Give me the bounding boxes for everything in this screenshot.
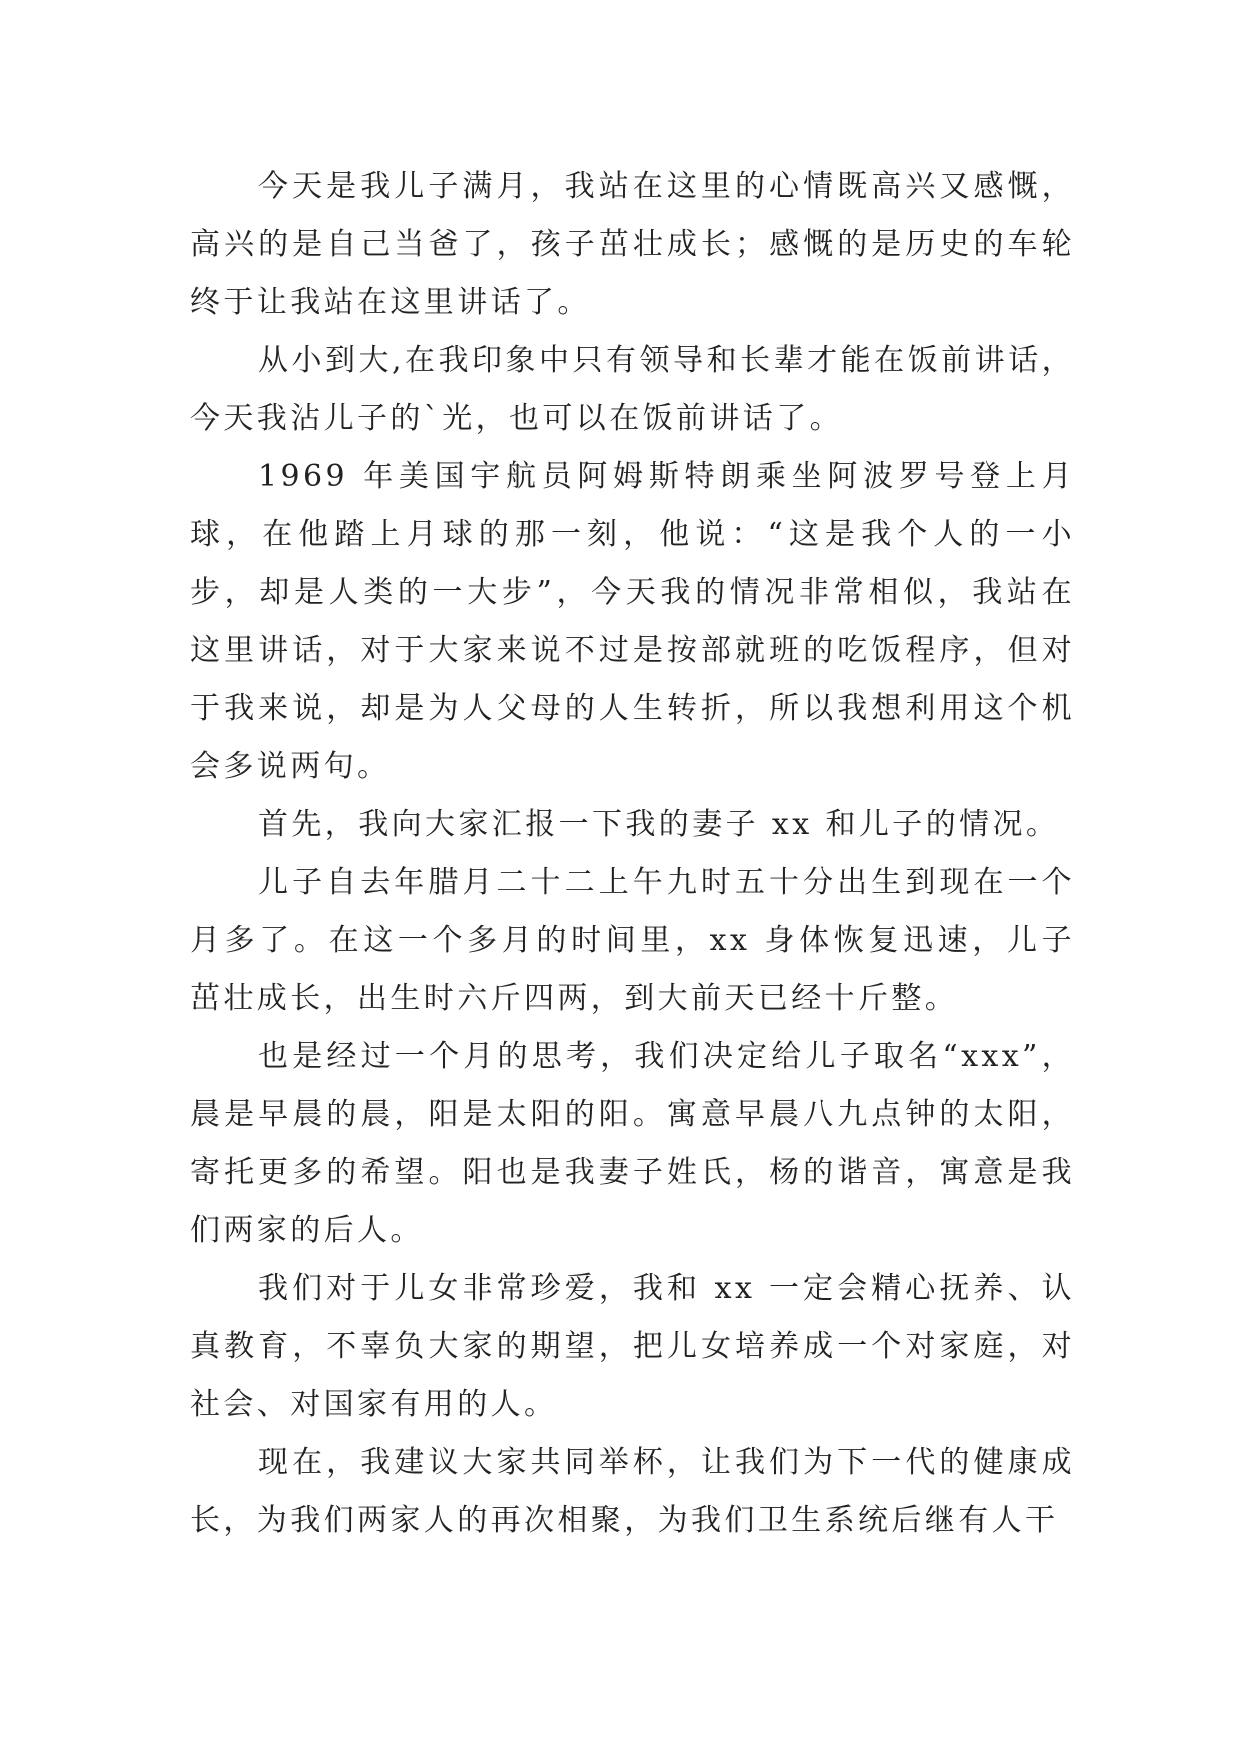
- paragraph-4: 首先，我向大家汇报一下我的妻子 xx 和儿子的情况。: [258, 807, 1060, 842]
- document-body: [190, 158, 1075, 1550]
- paragraph-8: 现在，我建议大家共同举杯，让我们为下一代的健康成长，为我们两家人的再次相聚，为我们卫生系统后继有人干: [190, 1445, 1075, 1538]
- paragraph-5: 儿子自去年腊月二十二上午九时五十分出生到现在一个月多了。在这一个多月的时间里，xx 身体恢复迅速，儿子茁壮成长，出生时六斤四两，到大前天已经十斤整。: [190, 865, 1075, 1016]
- paragraph-1: 今天是我儿子满月，我站在这里的心情既高兴又感慨，高兴的是自己当爸了，孩子茁壮成长；感慨的是历史的车轮终于让我站在这里讲话了。: [190, 169, 1075, 320]
- paragraph-7: 我们对于儿女非常珍爱，我和 xx 一定会精心抚养、认真教育，不辜负大家的期望，把儿女培养成一个对家庭，对社会、对国家有用的人。: [190, 1271, 1075, 1422]
- paragraph-2: 从小到大,在我印象中只有领导和长辈才能在饭前讲话，今天我沾儿子的`光，也可以在饭前讲话了。: [190, 343, 1075, 436]
- paragraph-6: 也是经过一个月的思考，我们决定给儿子取名“xxx”，晨是早晨的晨，阳是太阳的阳。寓意早晨八九点钟的太阳，寄托更多的希望。阳也是我妻子姓氏，杨的谐音，寓意是我们两家的后人。: [190, 1039, 1075, 1248]
- paragraph-3: 1969 年美国宇航员阿姆斯特朗乘坐阿波罗号登上月球，在他踏上月球的那一刻，他说：“这是我个人的一小步，却是人类的一大步”，今天我的情况非常相似，我站在这里讲话，对于大家来说不过是按部就班的吃饭程序，但对于我来说，却是为人父母的人生转折，所以我想利用这个机会多说两句。: [190, 459, 1075, 784]
